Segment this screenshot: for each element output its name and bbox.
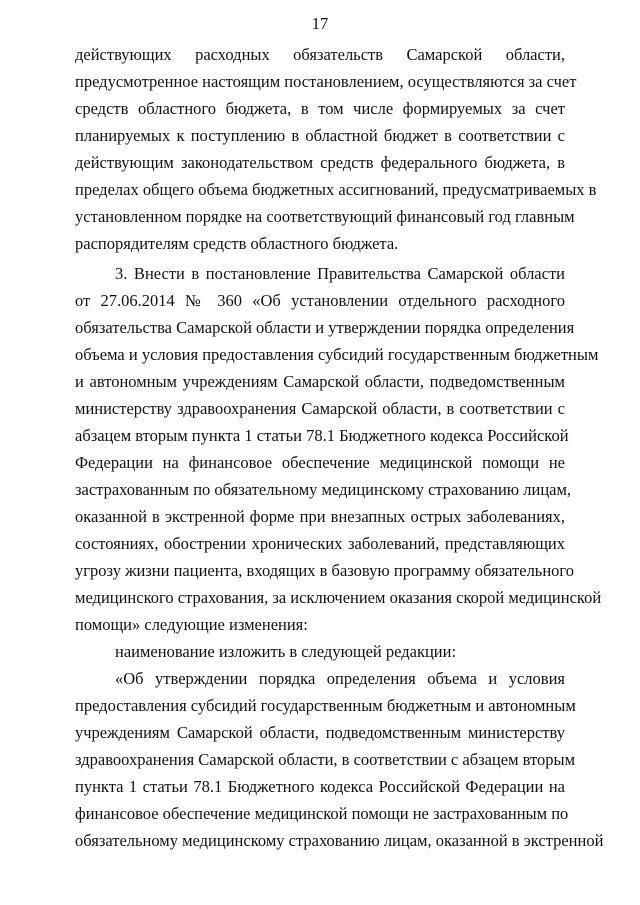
text-line: состояниях, обострении хронических заболеваний, представляющих	[75, 534, 565, 553]
text-line: Федерации на финансовое обеспечение медицинской помощи не	[75, 453, 565, 472]
text-line: предоставления субсидий государственным бюджетным и автономным	[75, 696, 576, 715]
page-number: 17	[311, 14, 329, 33]
text-line: планируемых к поступлению в областной бюджет в соответствии с	[75, 126, 565, 145]
text-line: здравоохранения Самарской области, в соответствии с абзацем вторым	[75, 750, 576, 769]
text-line: наименование изложить в следующей редакции:	[115, 642, 457, 661]
text-line: учреждениям Самарской области, подведомственным министерству	[75, 723, 565, 742]
text-line: обязательному медицинскому страхованию лицам, оказанной в экстренной	[75, 831, 604, 850]
text-line: застрахованным по обязательному медицинскому страхованию лицам,	[75, 480, 572, 499]
text-line: действующих расходных обязательств Самарской области,	[75, 45, 565, 64]
text-line: медицинского страхования, за исключением оказания скорой медицинской	[75, 588, 602, 607]
text-line: предусмотренное настоящим постановлением, осуществляются за счет	[75, 72, 577, 91]
text-line: 3. Внести в постановление Правительства Самарской области	[115, 264, 565, 283]
text-line: и автономным учреждениям Самарской области, подведомственным	[75, 372, 565, 391]
text-line: пункта 1 статьи 78.1 Бюджетного кодекса Российской Федерации на	[75, 777, 565, 796]
text-line: распорядителям средств областного бюджета.	[75, 234, 399, 253]
text-line: объема и условия предоставления субсидий государственным бюджетным	[75, 345, 599, 364]
text-line: «Об утверждении порядка определения объема и условия	[115, 669, 565, 688]
paragraph-funding	[75, 41, 597, 257]
paragraph-new-title	[75, 665, 604, 854]
text-line: абзацем вторым пункта 1 статьи 78.1 Бюджетного кодекса Российской	[75, 426, 569, 445]
paragraph-item-3	[75, 260, 602, 638]
text-line: угрозу жизни пациента, входящих в базовую программу обязательного	[75, 561, 575, 580]
text-line: финансовое обеспечение медицинской помощи не застрахованным по	[75, 804, 569, 823]
text-line: средств областного бюджета, в том числе формируемых за счет	[75, 99, 565, 118]
text-line: пределах общего объема бюджетных ассигнований, предусматриваемых в	[75, 180, 597, 199]
text-line: обязательства Самарской области и утверждении порядка определения	[75, 318, 575, 337]
text-line: министерству здравоохранения Самарской области, в соответствии с	[75, 399, 565, 418]
text-line: действующим законодательством средств федерального бюджета, в	[75, 153, 565, 172]
text-line: от 27.06.2014 № 360 «Об установлении отдельного расходного	[75, 291, 565, 310]
paragraph-title-change	[75, 638, 565, 665]
text-line: установленном порядке на соответствующий финансовый год главным	[75, 207, 575, 226]
text-line: помощи» следующие изменения:	[75, 615, 308, 634]
document-body	[75, 41, 604, 854]
text-line: оказанной в экстренной форме при внезапных острых заболеваниях,	[75, 507, 565, 526]
